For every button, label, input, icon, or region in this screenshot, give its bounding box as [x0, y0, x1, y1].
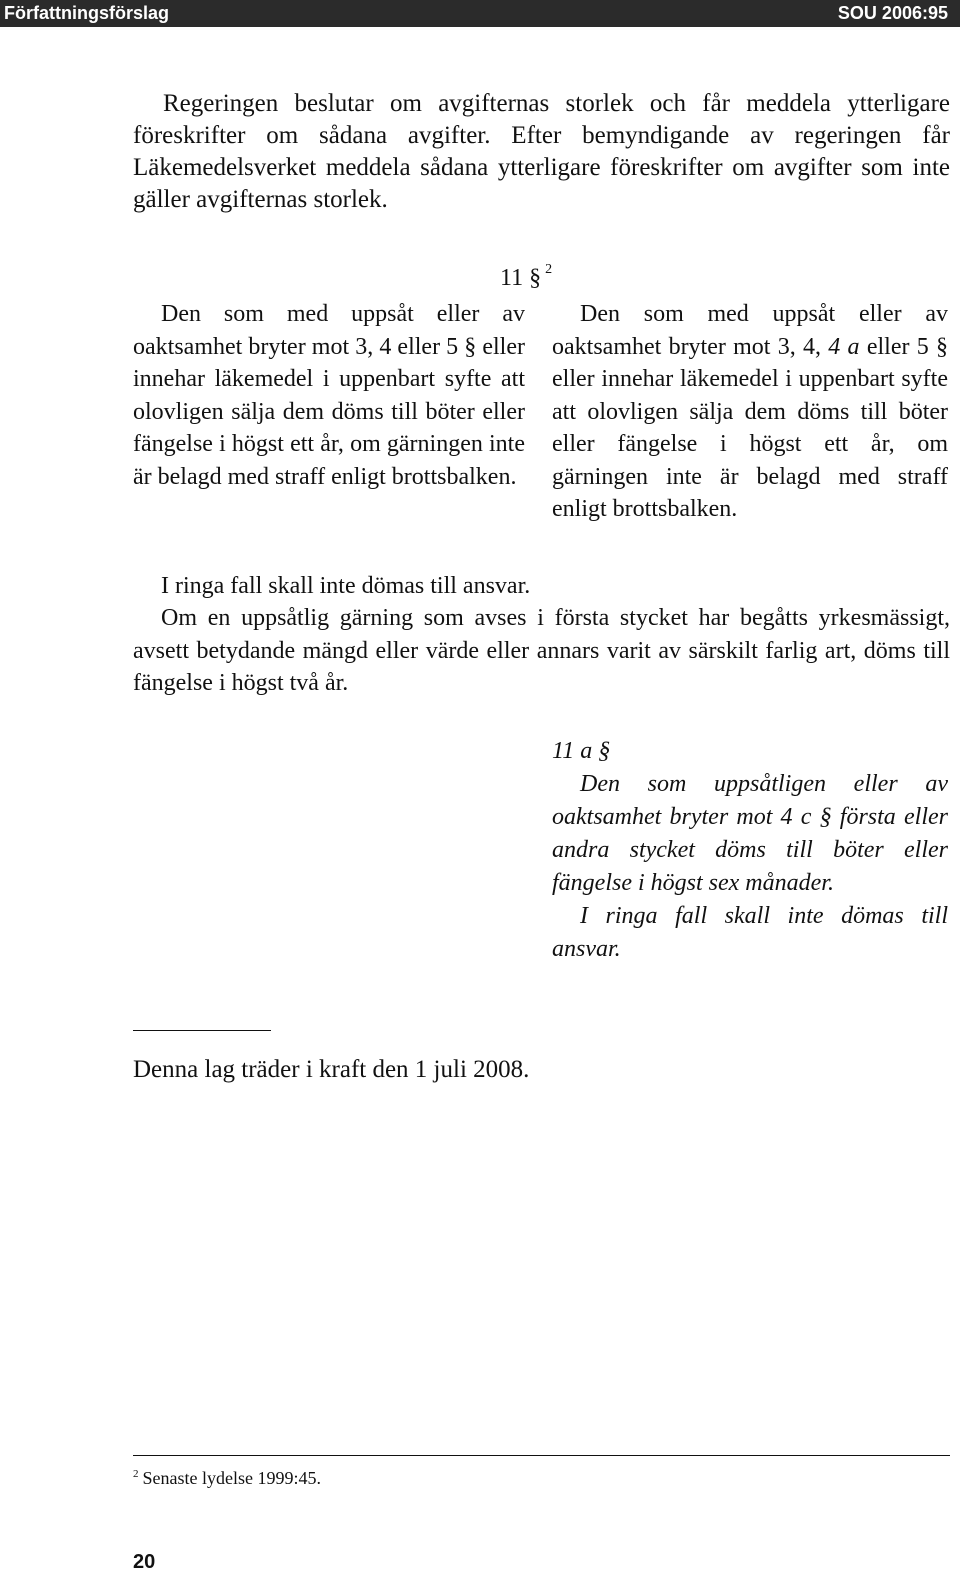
new-section-body-1: Den som uppsåtligen eller av oaktsamhet bryter mot 4 c § första eller andra stycket döms till böter eller fängelse i högst sex månader. [552, 771, 948, 896]
page-number: 20 [133, 1551, 156, 1573]
proposed-wording-text-end: eller 5 § eller innehar läkemedel i uppenbart syfte att olovligen sälja dem döms till böter eller fängelse i högst ett år, om gärningen inte är belagd med straff enligt brottsbalken. [552, 333, 948, 522]
current-wording-column [133, 298, 525, 493]
running-header [0, 0, 960, 27]
section-label: 11 § [500, 265, 542, 291]
current-wording-text: Den som med uppsåt eller av oaktsamhet bryter mot 3, 4 eller 5 § eller innehar läkemedel i uppenbart syfte att olovligen sälja dem döms till böter eller fängelse i högst ett år, om gärningen inte är belagd med straff enligt brottsbalken. [133, 301, 525, 490]
header-report-id: SOU 2006:95 [837, 3, 948, 23]
footnote [133, 1463, 321, 1489]
footnote-reference: 2 [545, 262, 553, 277]
new-section-label: 11 a § [552, 738, 611, 764]
proposed-wording-column [552, 298, 948, 526]
section-heading [500, 255, 552, 293]
header-title: Författningsförslag [4, 3, 169, 23]
proposed-wording-emphasis: 4 a [828, 333, 860, 360]
entry-into-force: Denna lag träder i kraft den 1 juli 2008. [133, 1056, 530, 1083]
footnote-text: Senaste lydelse 1999:45. [142, 1468, 321, 1488]
new-section-body-2: I ringa fall skall inte dömas till ansvar. [552, 903, 948, 962]
intro-paragraph: Regeringen beslutar om avgifternas storlek och får meddela ytterligare föreskrifter om sådana avgifter. Efter bemyndigande av regeringen får Läkemedelsverket meddela sådana ytterligare föreskrifter om avgifter som inte gäller avgifternas storlek. [133, 90, 950, 213]
proposed-wording-text-start: Den som med uppsåt eller av oaktsamhet bryter mot 3, 4, [552, 301, 948, 360]
minor-case-paragraph: I ringa fall skall inte dömas till ansvar. [161, 573, 531, 599]
footnote-rule [133, 1455, 950, 1456]
footnote-number: 2 [133, 1468, 139, 1480]
separator-rule [133, 1030, 271, 1031]
commercial-offence-paragraph: Om en uppsåtlig gärning som avses i första stycket har begåtts yrkesmässigt, avsett betydande mängd eller värde eller annars varit av särskilt farlig art, döms till fängelse i högst två år. [133, 605, 950, 696]
new-section-11a [552, 735, 948, 966]
